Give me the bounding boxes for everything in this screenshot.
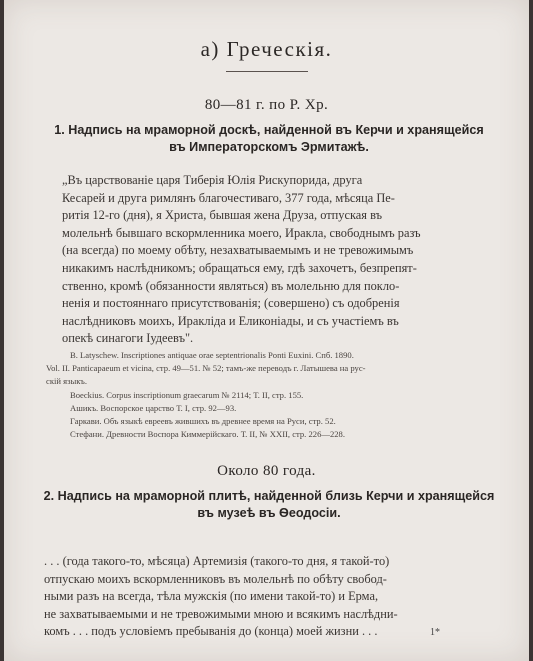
inscription1-heading-line1: 1. Надпись на мраморной доскѣ, найденной въ Керчи и хранящейся <box>54 123 484 137</box>
text-line: Кесарей и друга римлянъ благочестиваго, 377 года, мѣсяца Пе- <box>62 190 395 205</box>
text-line: (на всегда) по моему обѣту, незахватываемымъ и не тревожимымъ <box>62 243 414 258</box>
footnote-mark: 1* <box>430 627 440 638</box>
inscription1-date: 80—81 г. по Р. Хр. <box>204 97 329 113</box>
book-page <box>4 0 529 661</box>
inscription1-heading-line2: въ Императорскомъ Эрмитажѣ. <box>169 140 369 154</box>
text-line: ственно, кромѣ (обязанности являться) въ молельню для покло- <box>62 278 400 293</box>
text-line: никакимъ наслѣдникомъ; обращаться ему, гдѣ захочетъ, безпрепят- <box>62 260 417 275</box>
section-title: а) Греческія. <box>200 37 333 61</box>
text-line: „Въ царствованіе царя Тиберія Юлія Рискупорида, друга <box>62 173 363 187</box>
inscription1-heading <box>34 122 504 156</box>
inscription1-text <box>62 172 518 348</box>
inscription2-date: Около 80 года. <box>217 463 316 479</box>
reference-line: Стефани. Древности Воспора Киммерійскаго. Т. II, № XXII, стр. 226—228. <box>70 429 346 440</box>
inscription2-heading-line2: въ музеѣ въ Ѳеодосіи. <box>197 506 341 520</box>
inscription1-references <box>46 349 516 441</box>
text-line: ритія 12-го (дня), я Христа, бывшая жена Друза, отпуская въ <box>62 208 383 223</box>
reference-line: Boeckius. Corpus inscriptionum graecarum № 2114; Т. II, стр. 155. <box>70 389 304 400</box>
text-line: молельнѣ бывшаго вскормленника моего, Иракла, свободнымъ разъ <box>62 225 421 240</box>
reference-line: скій языкъ. <box>46 376 88 387</box>
text-line: опекѣ синагоги Іудеевъ". <box>62 331 194 346</box>
text-line: комъ . . . подъ условіемъ пребыванія до (конца) моей жизни . . . <box>44 624 378 639</box>
inscription2-heading <box>34 488 504 522</box>
inscription2-heading-line1: 2. Надпись на мраморной плитѣ, найденной близь Керчи и хранящейся <box>43 489 495 503</box>
title-divider <box>226 71 308 72</box>
reference-line: B. Latyschew. Inscriptiones antiquae orae septentrionalis Ponti Euxini. Спб. 1890. <box>70 350 354 360</box>
text-line: ненія и постояннаго присутствованія; (совершено) съ одобренія <box>62 296 400 311</box>
text-line: не захватываемыми и не тревожимыми мною и всякимъ наслѣдни- <box>44 606 398 621</box>
text-line: отпускаю моихъ вскормленниковъ въ молельнѣ по обѣту свобод- <box>44 571 387 586</box>
reference-line: Vol. II. Panticapaeum et vicina, стр. 49—51. № 52; тамъ-же переводъ г. Латышева на рус- <box>46 363 366 374</box>
text-line: наслѣдниковъ моихъ, Иракліда и Еликоніады, и съ участіемъ въ <box>62 313 399 328</box>
inscription2-text <box>44 553 510 641</box>
reference-line: Ашикъ. Воспорское царство Т. I, стр. 92—93. <box>70 402 237 413</box>
reference-line: Гаркави. Объ языкѣ евреевъ жившихъ въ древнее время на Руси, стр. 52. <box>70 416 336 427</box>
text-line: . . . (года такого-то, мѣсяца) Артемизія (такого-то дня, я такой-то) <box>44 554 390 568</box>
text-line: ными разъ на всегда, тѣла мужскія (по имени такой-то) и Ерма, <box>44 589 379 604</box>
